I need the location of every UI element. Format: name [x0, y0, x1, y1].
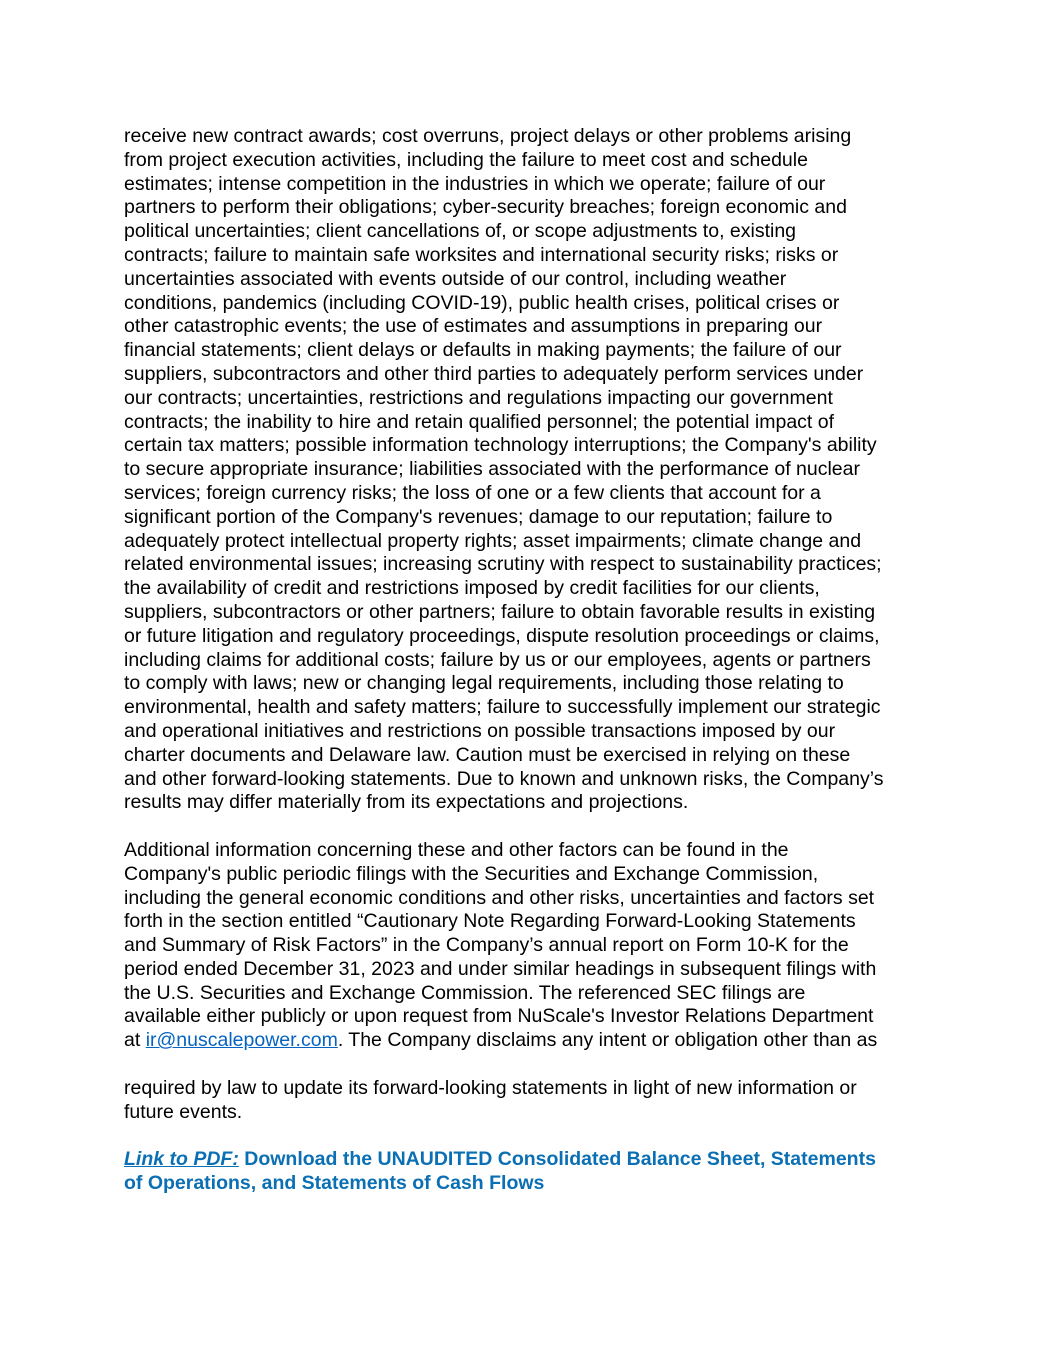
disclaimer-text: . The Company disclaims any intent or obligation other than as: [337, 1029, 878, 1052]
paragraph-spacer: [124, 1053, 934, 1077]
document-body: [124, 125, 934, 1196]
pdf-download-line: [124, 1148, 934, 1196]
paragraph-spacer: [124, 1124, 934, 1148]
risk-factors-paragraph: receive new contract awards; cost overruns, project delays or other problems arising from project execution activities, including the failure to meet cost and schedule estimates; intense competition in the industries in which we operate; failure of our partners to perform their obligations; cyber-security breaches; foreign economic and political uncertainties; client cancellations of, or scope adjustments to, existing contracts; failure to maintain safe worksites and international security risks; risks or uncertainties associated with events outside of our control, including weather conditions, pandemics (including COVID-19), public health crises, political crises or other catastrophic events; the use of estimates and assumptions in preparing our financial statements; client delays or defaults in making payments; the failure of our suppliers, subcontractors and other third parties to adequately perform services under our contracts; uncertainties, restrictions and regulations impacting our government contracts; the inability to hire and retain qualified personnel; the potential impact of certain tax matters; possible information technology interruptions; the Company's ability to secure appropriate insurance; liabilities associated with the performance of nuclear services; foreign currency risks; the loss of one or a few clients that account for a significant portion of the Company's revenues; damage to our reputation; failure to adequately protect intellectual property rights; asset impairments; climate change and related environmental issues; increasing scrutiny with respect to sustainability practices; the availability of credit and restrictions imposed by credit facilities for our clients, suppliers, subcontractors or other partners; failure to obtain favorable results in existing or future litigation and regulatory proceedings, dispute resolution proceedings or claims, including claims for additional costs; failure by us or our employees, agents or partners to comply with laws; new or changing legal requirements, including those relating to environmental, health and safety matters; failure to successfully implement our strategic and operational initiatives and restrictions on possible transactions imposed by our charter documents and Delaware law. Caution must be exercised in relying on these and other forward-looking statements. Due to known and unknown risks, the Company’s results may differ materially from its expectations and projections.: [124, 125, 884, 814]
investor-relations-email-link[interactable]: ir@nuscalepower.com: [145, 1029, 338, 1052]
paragraph-spacer: [124, 815, 934, 839]
additional-information-text: Additional information concerning these and other factors can be found in the Company's public periodic filings with the Securities and Exchange Commission, including the general economic conditions and other risks, uncertainties and factors set forth in the section entitled “Cautionary Note Regarding Forward-Looking Statements and Summary of Risk Factors” in the Company’s annual report on Form 10-K for the period ended December 31, 2023 and under similar headings in subsequent filings with the U.S. Securities and Exchange Commission. The referenced SEC filings are available either publicly or upon request from NuScale's Investor Relations Department at: [124, 838, 877, 1052]
link-to-pdf[interactable]: Link to PDF:: [124, 1148, 239, 1171]
pdf-download-description: Download the UNAUDITED Consolidated Balance Sheet, Statements of Operations, and Statements of Cash Flows: [124, 1148, 876, 1195]
additional-information-paragraph: [124, 839, 934, 1053]
update-obligation-paragraph: required by law to update its forward-looking statements in light of new information or future events.: [124, 1076, 857, 1123]
